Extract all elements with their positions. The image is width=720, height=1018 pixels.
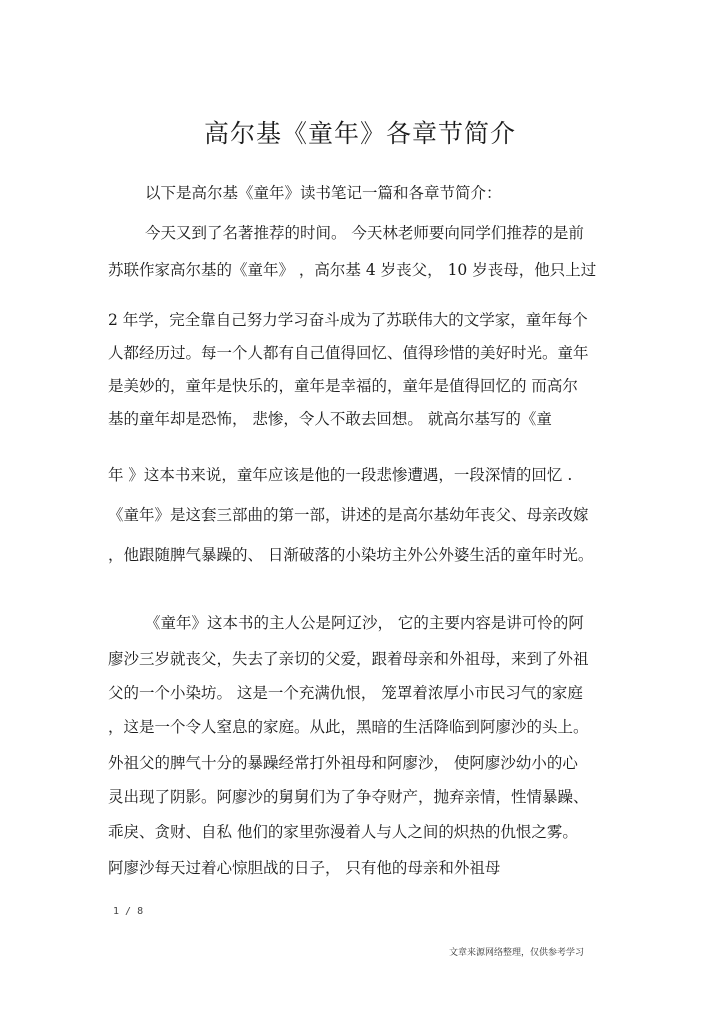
- paragraph-2-line-4: ，这是一个令人窒息的家庭。从此，黑暗的生活降临到阿廖沙的头上。: [108, 718, 589, 736]
- paragraph-2-line-7: 乖戾、贪财、自私 他们的家里弥漫着人与人之间的炽热的仇恨之雾。: [108, 823, 578, 841]
- paragraph-2-line-6: 灵出现了阴影。阿廖沙的舅舅们为了争夺财产，抛弃亲情，性情暴躁、: [108, 788, 589, 806]
- paragraph-1-line-6: 基的童年却是恐怖， 悲惨，令人不敢去回想。 就高尔基写的《童: [108, 410, 552, 428]
- paragraph-2-line-5: 外祖父的脾气十分的暴躁经常打外祖母和阿廖沙， 使阿廖沙幼小的心: [108, 754, 578, 772]
- paragraph-1-line-5: 是美妙的，童年是快乐的，童年是幸福的，童年是值得回忆的 而高尔: [108, 377, 578, 395]
- document-title: 高尔基《童年》各章节简介: [203, 119, 516, 148]
- intro-line: 以下是高尔基《童年》读书笔记一篇和各章节简介：: [145, 184, 502, 202]
- paragraph-1-line-3: 2 年学，完全靠自己努力学习奋斗成为了苏联伟大的文学家，童年每个: [108, 311, 588, 329]
- paragraph-2-line-2: 廖沙三岁就丧父，失去了亲切的父爱，跟着母亲和外祖母，来到了外祖: [108, 650, 589, 668]
- paragraph-1-line-8: 《童年》是这套三部曲的第一部，讲述的是高尔基幼年丧父、母亲改嫁: [108, 506, 589, 524]
- paragraph-1-line-2: 苏联作家高尔基的《童年》 ，高尔基 4 岁丧父， 10 岁丧母，他只上过: [108, 261, 597, 279]
- paragraph-2-line-1: 《童年》这本书的主人公是阿辽沙， 它的主要内容是讲可怜的阿: [145, 614, 584, 632]
- paragraph-1-line-7: 年 》这本书来说，童年应该是他的一段悲惨遭遇，一段深情的回忆 .: [108, 466, 573, 484]
- paragraph-2-line-8: 阿廖沙每天过着心惊胆战的日子， 只有他的母亲和外祖母: [108, 859, 501, 877]
- paragraph-1-line-1: 今天又到了名著推荐的时间。 今天林老师要向同学们推荐的是前: [145, 224, 584, 242]
- footer-note: 文章来源网络整理，仅供参考学习: [449, 948, 585, 958]
- paragraph-1-line-9: ，他跟随脾气暴躁的、 日渐破落的小染坊主外公外婆生活的童年时光。: [108, 546, 594, 564]
- paragraph-2-line-3: 父的一个小染坊。 这是一个充满仇恨， 笼罩着浓厚小市民习气的家庭: [108, 684, 583, 702]
- page-number: 1 / 8: [113, 906, 144, 917]
- paragraph-1-line-4: 人都经历过。每一个人都有自己值得回忆、值得珍惜的美好时光。童年: [108, 344, 589, 362]
